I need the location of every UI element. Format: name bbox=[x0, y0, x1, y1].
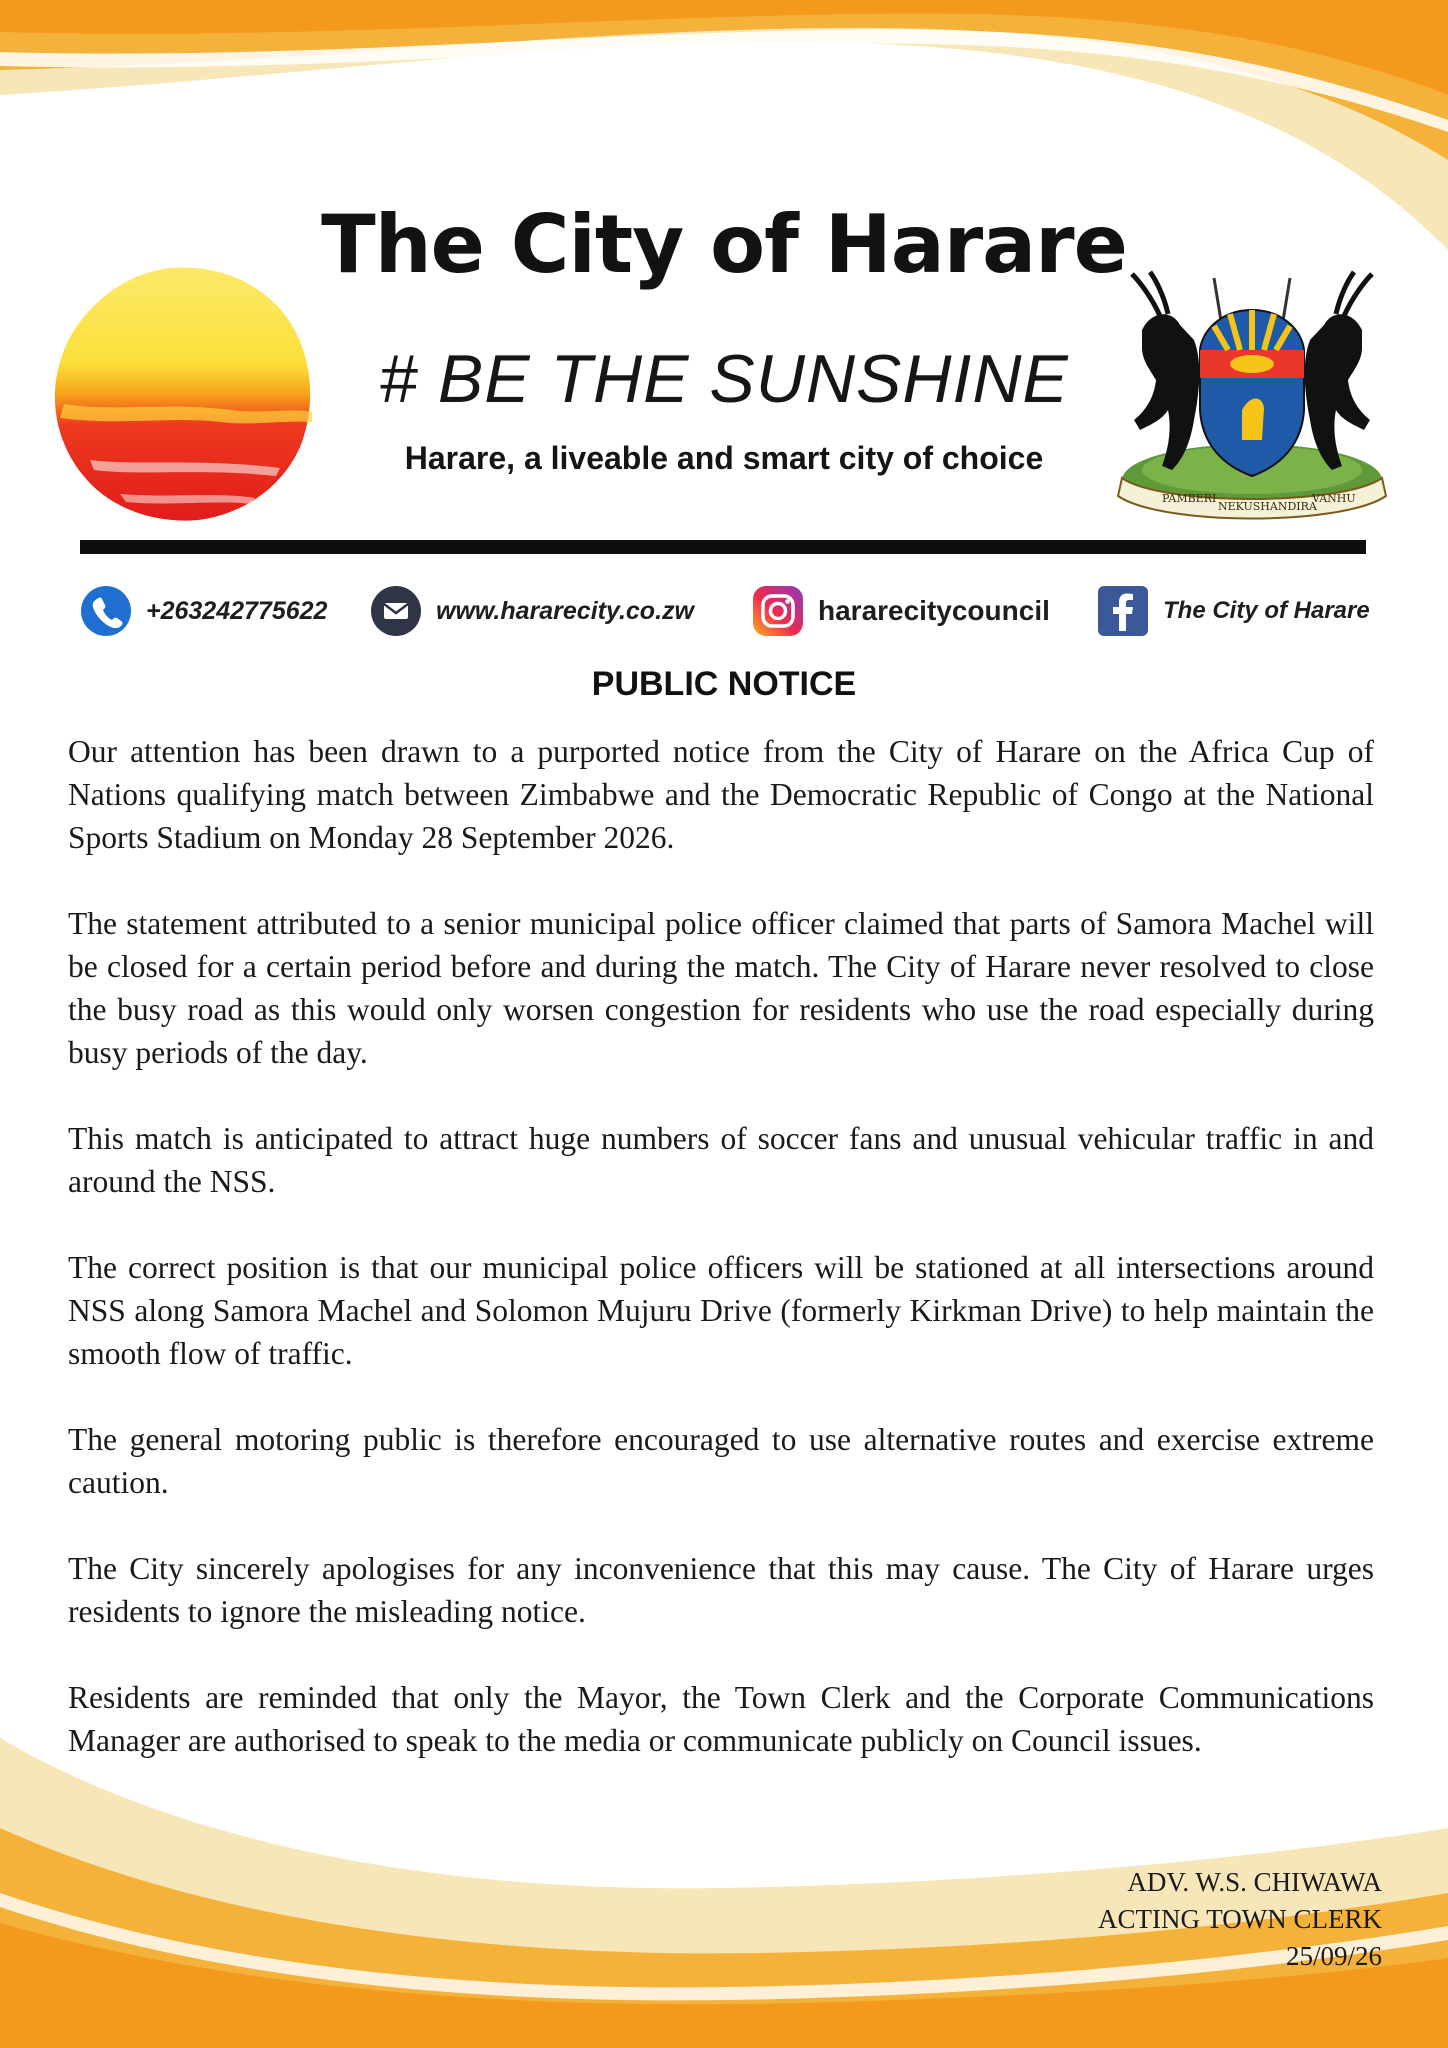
instagram-icon bbox=[752, 585, 804, 637]
notice-paragraph: The general motoring public is therefore encouraged to use alternative routes and exercise extreme caution. bbox=[68, 1422, 1374, 1500]
phone-icon bbox=[80, 585, 132, 637]
phone-number: +263242775622 bbox=[146, 596, 328, 625]
scroll-text-1: PAMBERI bbox=[1162, 492, 1217, 505]
slogan: # BE THE SUNSHINE bbox=[379, 341, 1069, 417]
notice-paragraph: The City sincerely apologises for any inconvenience that this may cause. The City of Harare urges residents to ignore the misleading notice. bbox=[68, 1551, 1374, 1629]
notice-paragraph: The statement attributed to a senior municipal police officer claimed that parts of Samora Machel will be closed for a certain period before and during the match. The City of Harare never resolved to close the busy road as this would only worsen congestion for residents who use the road especially during busy periods of the day. bbox=[68, 906, 1374, 1070]
instagram-handle[interactable]: hararecitycouncil bbox=[818, 595, 1050, 626]
notice-paragraph: Residents are reminded that only the Mayor, the Town Clerk and the Corporate Communications Manager are authorised to speak to the media or communicate publicly on Council issues. bbox=[68, 1680, 1374, 1758]
signatory-position: ACTING TOWN CLERK bbox=[1098, 1904, 1382, 1934]
notice-paragraph: The correct position is that our municipal police officers will be stationed at all intersections around NSS along Samora Machel and Solomon Mujuru Drive (formerly Kirkman Drive) to help maintain the smooth flow of traffic. bbox=[68, 1250, 1374, 1371]
scroll-text-3: VANHU bbox=[1312, 492, 1356, 505]
signatory-name: ADV. W.S. CHIWAWA bbox=[1127, 1867, 1382, 1897]
facebook-icon bbox=[1097, 585, 1149, 637]
contact-instagram bbox=[752, 585, 1050, 637]
motto: Harare, a liveable and smart city of choice bbox=[404, 440, 1044, 476]
notice-date: 25/09/26 bbox=[1285, 1941, 1382, 1971]
notice-paragraph: Our attention has been drawn to a purported notice from the City of Harare on the Africa Cup of Nations qualifying match between Zimbabwe and the Democratic Republic of Congo at the National Sports Stadium on Monday 28 September 2026. bbox=[68, 734, 1374, 855]
contact-phone bbox=[80, 585, 327, 637]
facebook-page[interactable]: The City of Harare bbox=[1163, 597, 1370, 624]
header-divider bbox=[80, 540, 1366, 554]
notice-heading: PUBLIC NOTICE bbox=[591, 665, 857, 703]
signature-block bbox=[1098, 1864, 1382, 1975]
scroll-text-2: NEKUSHANDIRA bbox=[1218, 500, 1317, 513]
page-title: The City of Harare bbox=[321, 198, 1127, 291]
notice-paragraph: This match is anticipated to attract huge numbers of soccer fans and unusual vehicular traffic in and around the NSS. bbox=[68, 1121, 1374, 1199]
contact-website bbox=[370, 585, 694, 637]
contact-facebook bbox=[1097, 585, 1370, 637]
notice-body bbox=[68, 730, 1374, 1805]
coat-of-arms-icon bbox=[1102, 270, 1402, 530]
website-link[interactable]: www.hararecity.co.zw bbox=[436, 596, 694, 625]
mail-icon bbox=[370, 585, 422, 637]
